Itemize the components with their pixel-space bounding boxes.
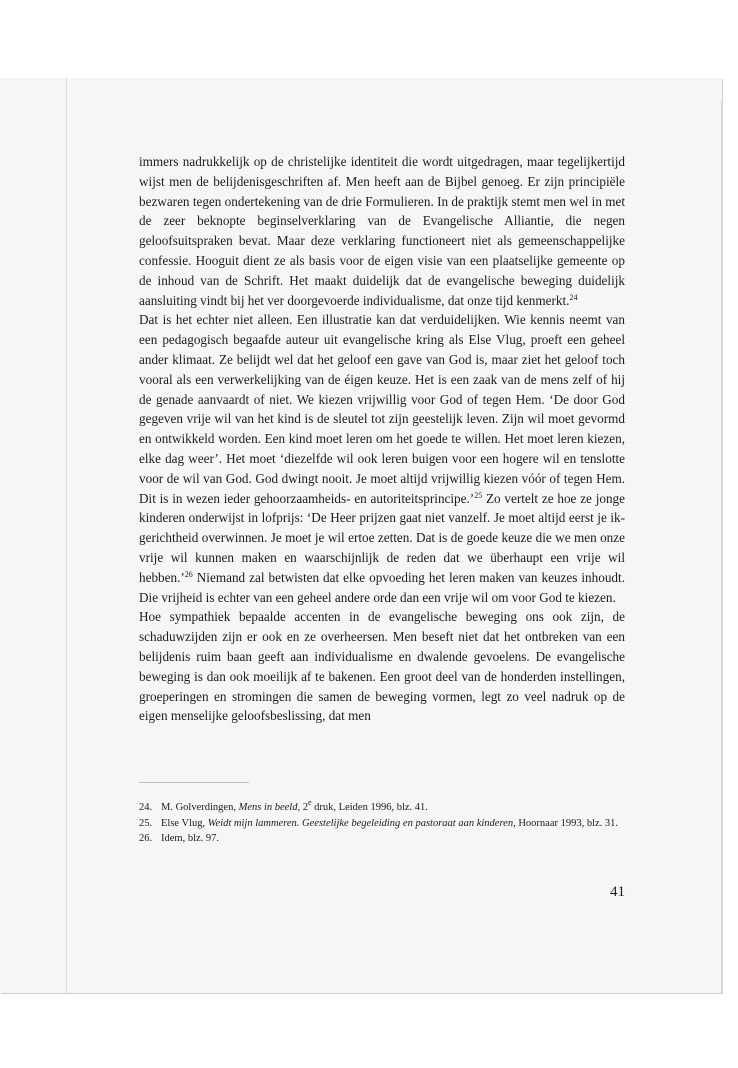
paragraph-1: immers nadrukkelijk op de christelijke identiteit die wordt uitgedragen, maar tegelijkertijd wijst men de belijdenisgeschriften af. Men heeft aan de Bijbel genoeg. Er zijn principiële bezwaren tegen ondertekening van de drie Formulieren. In de praktijk stemt men wel in met de zeer beknopte beginselverklaring van de Evangelische Alliantie, die negen geloofsuitspraken bevat. Maar deze verklaring functioneert niet als gemeenschappelijke confessie. Hooguit dient ze als basis voor de eigen visie van een plaatselijke gemeente op de inhoud van de Schrift. Het maakt duidelijk dat de evangelische beweging duidelijk aansluiting vindt bij het ver doorgevoerde individualisme, dat onze tijd kenmerkt.$^{24}$ — [139, 154, 625, 308]
footnote-ref-25: 25 — [474, 490, 483, 500]
page-binding-line — [66, 78, 67, 993]
footnote-24: 24. M. Golverdingen, Mens in beeld, 2e druk, Leiden 1996, blz. 41. — [139, 798, 428, 813]
body-text — [139, 152, 625, 726]
footnote-25: 25. Else Vlug, Weidt mijn lammeren. Geestelijke begeleiding en pastoraat aan kinderen, Hoornaar 1993, blz. 31. — [139, 817, 619, 829]
footnote-26: 26. Idem, blz. 97. — [139, 833, 220, 845]
footnote-ref-26: 26 — [184, 569, 193, 579]
page-edge — [721, 100, 723, 993]
footnote-ref-24: 24 — [569, 292, 578, 302]
page-number: 41 — [610, 884, 625, 900]
footnote-rule — [139, 782, 249, 783]
paragraph-2: Dat is het echter niet alleen. Een illustratie kan dat verduidelijken. Wie kennis neemt van een pedagogisch begaafde auteur uit evangelische kring als Else Vlug, proeft een geheel ander klimaat. Ze belijdt wel dat het geloof een gave van God is, maar ziet het geloof toch vooral als een verwerkelijking van de éigen keuze. Het is een zaak van de mens zelf of hij de genade aanvaardt of niet. We kiezen vrijwillig voor God of tegen Hem. ‘De door God gegeven vrije wil van het kind is de sleutel tot zijn geestelijk leven. Zijn wil moet gevormd en ontwikkeld worden. Een kind moet leren om het goede te willen. Het moet leren kiezen, elke dag weer’. Het moet ‘diezelfde wil ook leren buigen voor een hogere wil en tenslotte voor de wil van God. God dwingt nooit. Je moet altijd vrijwillig kiezen vóór of tegen Hem. Dit is in wezen ieder gehoorzaamheids- en autoriteitsprincipe.’$^{25}$ Zo vertelt ze hoe ze jonge kinderen onderwijst in lofprijs: ‘De Heer prijzen gaat niet vanzelf. Je moet altijd eerst je ik-gerichtheid overwinnen. Je moet je wil ertoe zetten. Dat is de goede keuze die we men onze vrije wil kunnen maken en waarschijnlijk de reden dat we überhaupt een vrije wil hebben.’$^{26}$ Niemand zal betwisten dat elke opvoeding het leren maken van keuzes inhoudt. Die vrijheid is echter van een geheel andere orde dan een vrije wil om voor God te kiezen. — [139, 312, 625, 605]
footnotes — [139, 800, 625, 847]
paragraph-3: Hoe sympathiek bepaalde accenten in de evangelische beweging ons ook zijn, de schaduwzijden zijn er ook en ze overheersen. Men beseft niet dat het ontbreken van een belijdenis ruim baan geeft aan individualisme en dwalende gevoelens. De evangelische beweging is dan ook moeilijk af te bakenen. Een groot deel van de honderden instellingen, groeperingen en stromingen die samen de beweging vormen, legt zo veel nadruk op de eigen menselijke geloofsbeslissing, dat men — [139, 609, 625, 724]
